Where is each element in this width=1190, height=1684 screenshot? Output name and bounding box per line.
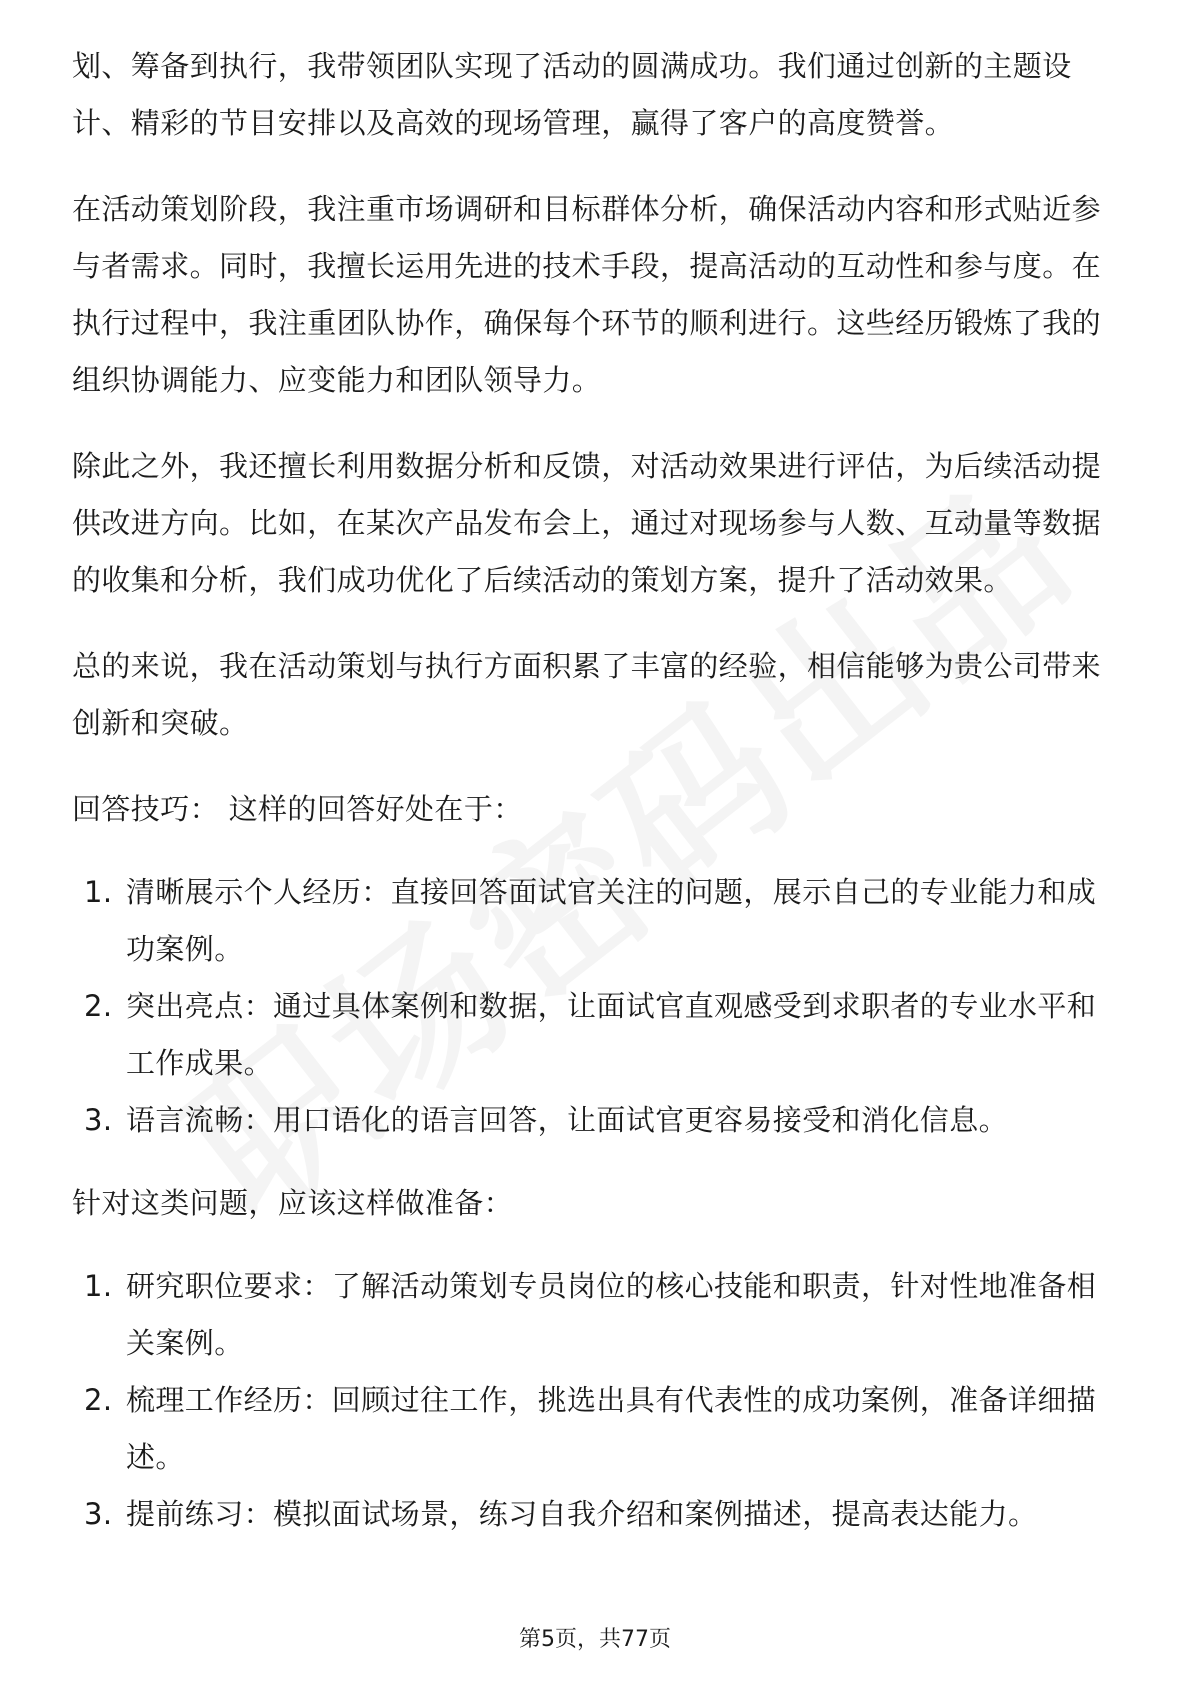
list-item-text: 梳理工作经历：回顾过往工作，挑选出具有代表性的成功案例，准备详细描述。 [126, 1383, 1097, 1474]
paragraph-data-analysis: 除此之外，我还擅长利用数据分析和反馈，对活动效果进行评估，为后续活动提供改进方向。比如，在某次产品发布会上，通过对现场参与人数、互动量等数据的收集和分析，我们成功优化了后续活动的策划方案，提升了活动效果。 [72, 449, 1102, 597]
page-content [72, 38, 1122, 1569]
prep-heading: 针对这类问题，应该这样做准备： [72, 1186, 514, 1220]
list-item-number: 2. [84, 989, 113, 1023]
paragraph-planning: 在活动策划阶段，我注重市场调研和目标群体分析，确保活动内容和形式贴近参与者需求。同时，我擅长运用先进的技术手段，提高活动的互动性和参与度。在执行过程中，我注重团队协作，确保每个环节的顺利进行。这些经历锻炼了我的组织协调能力、应变能力和团队领导力。 [72, 192, 1102, 397]
paragraph-intro: 划、筹备到执行，我带领团队实现了活动的圆满成功。我们通过创新的主题设计、精彩的节目安排以及高效的现场管理，赢得了客户的高度赞誉。 [72, 49, 1072, 140]
list-item-text: 清晰展示个人经历：直接回答面试官关注的问题，展示自己的专业能力和成功案例。 [126, 875, 1097, 966]
list-item [72, 1486, 1122, 1543]
list-item-text: 语言流畅：用口语化的语言回答，让面试官更容易接受和消化信息。 [126, 1103, 1009, 1137]
list-item [72, 1258, 1122, 1372]
list-item-number: 1. [84, 875, 113, 909]
tips-heading: 回答技巧： 这样的回答好处在于： [72, 792, 523, 826]
list-item [72, 864, 1122, 978]
list-item [72, 1372, 1122, 1486]
list-item [72, 1092, 1122, 1149]
list-item-number: 1. [84, 1269, 113, 1303]
paragraph-summary: 总的来说，我在活动策划与执行方面积累了丰富的经验，相信能够为贵公司带来创新和突破。 [72, 649, 1102, 740]
prep-list [72, 1258, 1122, 1543]
list-item-text: 突出亮点：通过具体案例和数据，让面试官直观感受到求职者的专业水平和工作成果。 [126, 989, 1097, 1080]
list-item-text: 研究职位要求：了解活动策划专员岗位的核心技能和职责，针对性地准备相关案例。 [126, 1269, 1097, 1360]
list-item-number: 3. [84, 1497, 113, 1531]
list-item-text: 提前练习：模拟面试场景，练习自我介绍和案例描述，提高表达能力。 [126, 1497, 1038, 1531]
tips-list [72, 864, 1122, 1149]
list-item-number: 2. [84, 1383, 113, 1417]
list-item [72, 978, 1122, 1092]
page-number-footer: 第5页，共77页 [519, 1627, 671, 1652]
list-item-number: 3. [84, 1103, 113, 1137]
